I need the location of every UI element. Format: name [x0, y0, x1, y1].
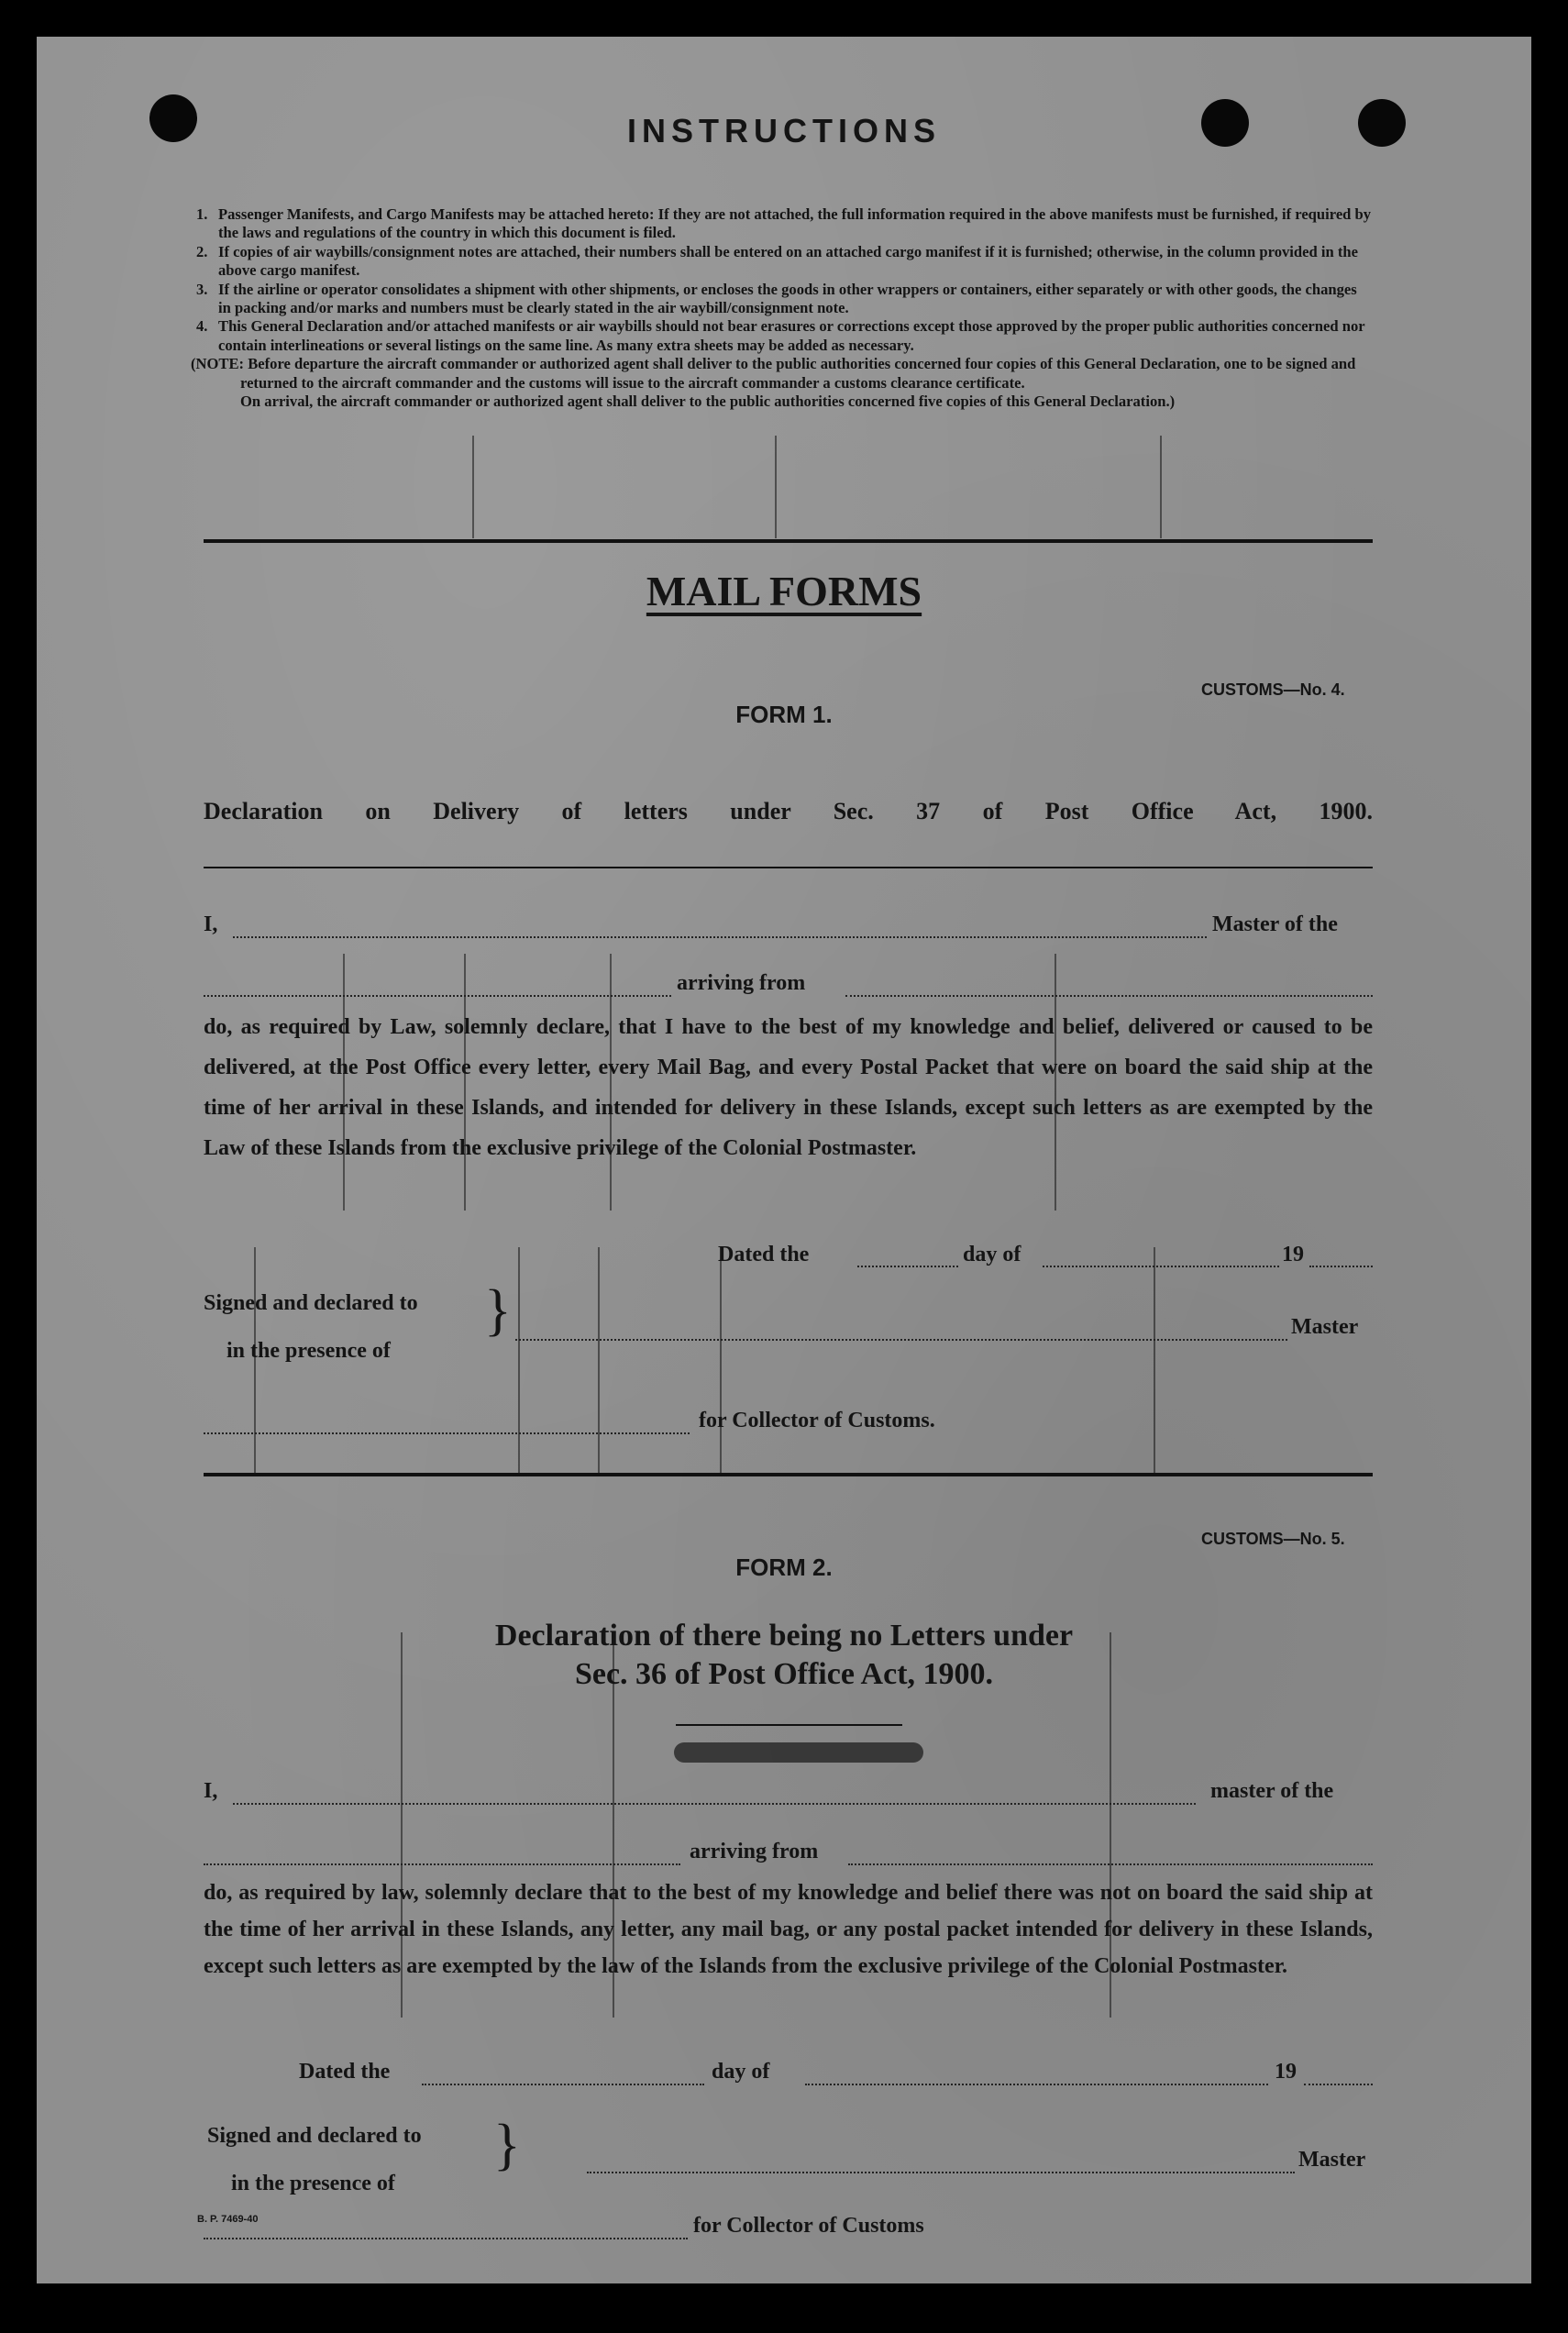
form2-origin-field[interactable]	[848, 1863, 1373, 1865]
form1-signed-label-1: Signed and declared to	[204, 1291, 418, 1315]
form1-arriving-from: arriving from	[677, 971, 806, 995]
form1-collector-signature-field[interactable]	[204, 1432, 690, 1434]
form1-origin-field[interactable]	[845, 995, 1373, 997]
form1-day-of: day of	[963, 1243, 1021, 1266]
section-divider	[204, 539, 1373, 543]
form2-heading: FORM 2.	[735, 1553, 833, 1581]
form2-date-field[interactable]	[422, 2084, 704, 2085]
form1-body: do, as required by Law, solemnly declare, that I have to the best of my knowledge and belief, delivered or caused to be delivered, at the Post Office every letter, every Mail Bag, and every Postal Packet that were on board the said ship at the time of her arrival in these Islands, and intended for delivery in these Islands, except such letters as are exempted by the Law of these Islands from the exclusive privilege of the Colonial Postmaster.	[204, 1015, 1373, 1160]
form2-collector-signature-field[interactable]	[204, 2238, 688, 2239]
form1-title-rule	[204, 867, 1373, 868]
form2-title-line2: Sec. 36 of Post Office Act, 1900.	[574, 1657, 994, 1691]
form2-brace: }	[493, 2114, 521, 2176]
form2-master-of-the: master of the	[1210, 1779, 1334, 1803]
instructions-list	[191, 205, 1372, 411]
form2-ship-field[interactable]	[204, 1863, 680, 1865]
instruction-item: 2. If copies of air waybills/consignment notes are attached, their numbers shall be entered on an attached cargo manifest if it is furnished; otherwise, in the column provided in the above cargo manifest.	[196, 242, 1358, 280]
form1-master-label: Master	[1291, 1315, 1359, 1339]
form1-brace: }	[484, 1279, 512, 1342]
form2-redacted-mark	[674, 1742, 923, 1763]
form2-year: 19	[1275, 2060, 1297, 2084]
bleed-through-line	[1160, 436, 1162, 538]
form2-signed-label-2: in the presence of	[231, 2172, 395, 2195]
form2-collector-label: for Collector of Customs	[693, 2214, 924, 2238]
form2-arriving-from: arriving from	[690, 1840, 819, 1863]
bleed-through-line	[1154, 1247, 1155, 1476]
instruction-item: 4. This General Declaration and/or attached manifests or air waybills should not bear erasures or corrections except those approved by the proper public authorities concerned nor contain interlineations or several listings on the same line. As many extra sheets may be added as necessary.	[196, 317, 1365, 354]
form2-i-label: I,	[204, 1779, 218, 1803]
form2-title-line1: Declaration of there being no Letters under	[494, 1619, 1074, 1653]
bleed-through-line	[518, 1247, 520, 1476]
form1-i-label: I,	[204, 912, 218, 936]
form2-master-signature-field[interactable]	[587, 2172, 1295, 2173]
bleed-through-line	[598, 1247, 600, 1476]
bleed-through-line	[720, 1247, 722, 1476]
form2-master-label: Master	[1298, 2148, 1366, 2172]
form1-master-of-the: Master of the	[1212, 912, 1338, 936]
bleed-through-line	[472, 436, 474, 538]
instruction-item: 3. If the airline or operator consolidates a shipment with other shipments, or encloses the goods in other wrappers or containers, either separately or with other goods, the changes in packing and/or marks and numbers must be clearly stated in the air waybill/consignment note.	[196, 280, 1357, 317]
form2-dated-the: Dated the	[299, 2060, 391, 2084]
form-code: B. P. 7469-40	[197, 2214, 259, 2225]
form2-customs-number: CUSTOMS—No. 5.	[1201, 1530, 1345, 1548]
form1-ship-field[interactable]	[204, 995, 671, 997]
form2-signed-label-1: Signed and declared to	[207, 2124, 422, 2148]
form1-year: 19	[1282, 1243, 1304, 1266]
form1-signed-label-2: in the presence of	[226, 1339, 391, 1363]
form2-year-field[interactable]	[1304, 2084, 1373, 2085]
form2-day-of: day of	[712, 2060, 770, 2084]
form1-year-field[interactable]	[1309, 1266, 1373, 1267]
form2-title-rule	[676, 1724, 902, 1726]
form2-name-field[interactable]	[233, 1803, 1196, 1805]
form1-dated-the: Dated the	[718, 1243, 810, 1266]
form1-collector-label: for Collector of Customs.	[699, 1409, 935, 1432]
instructions-note: (NOTE: Before departure the aircraft commander or authorized agent shall deliver to the public authorities concerned four copies of this General Declaration, one to be signed and returned to the aircraft commander and the customs will issue to the aircraft commander a customs clearance certificate.	[191, 355, 1356, 392]
form1-declaration-title: Declaration on Delivery of letters under Sec. 37 of Post Office Act, 1900.	[204, 798, 1373, 824]
form1-customs-number: CUSTOMS—No. 4.	[1201, 680, 1345, 699]
bleed-through-line	[775, 436, 777, 538]
instructions-note-arrival: On arrival, the aircraft commander or authorized agent shall deliver to the public authorities concerned five copies of this General Declaration.)	[240, 393, 1176, 411]
form1-heading: FORM 1.	[735, 701, 833, 728]
form2-month-field[interactable]	[805, 2084, 1268, 2085]
instruction-item: 1. Passenger Manifests, and Cargo Manifests may be attached hereto: If they are not attached, the full information required in the above manifests must be furnished, if required by the laws and regulations of the country in which this document is filed.	[196, 205, 1372, 242]
instructions-title: INSTRUCTIONS	[627, 112, 941, 149]
form1-master-signature-field[interactable]	[515, 1339, 1287, 1341]
mail-forms-title: MAIL FORMS	[646, 568, 922, 614]
form1-month-field[interactable]	[1043, 1266, 1279, 1267]
form-divider	[204, 1473, 1373, 1476]
form1-name-field[interactable]	[233, 936, 1207, 938]
form1-date-field[interactable]	[857, 1266, 958, 1267]
form2-body: do, as required by law, solemnly declare that to the best of my knowledge and belief there was not on board the said ship at the time of her arrival in these Islands, any letter, any mail bag, or any postal packet intended for delivery in these Islands, except such letters as are exempted by the law of the Islands from the exclusive privilege of the Colonial Postmaster.	[204, 1881, 1373, 1978]
